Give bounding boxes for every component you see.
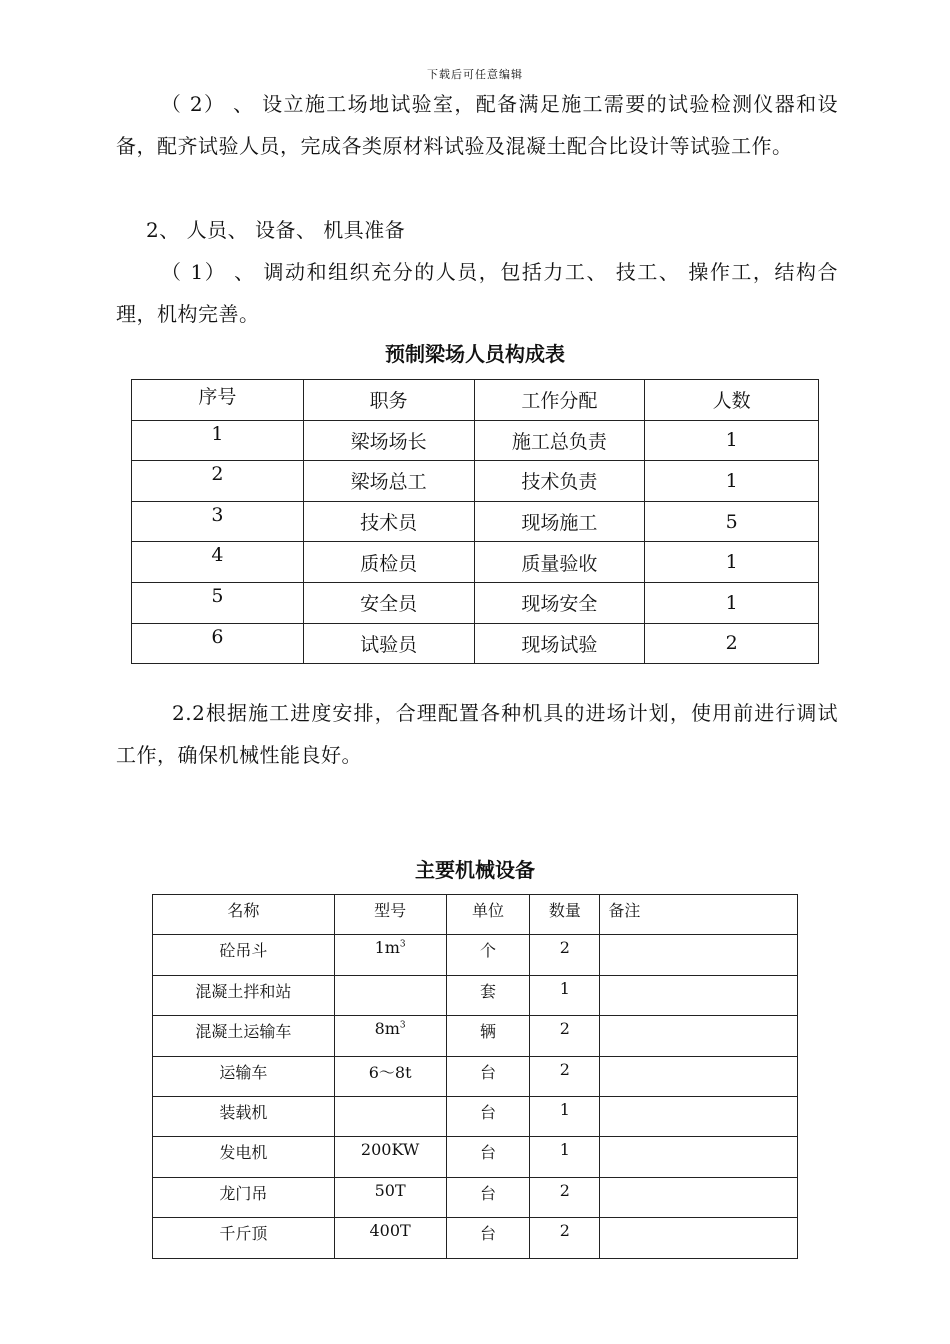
table-cell: 套 (446, 975, 530, 1015)
table-cell: 2 (530, 1016, 600, 1056)
table-row (132, 461, 819, 502)
paragraph-text: （ 2） 、 设立施工场地试验室，配备满足施工需要的试验检测仪器和设备，配齐试验人员，完成各类原材料试验及混凝土配合比设计等试验工作。 (116, 92, 838, 158)
table-cell: 5 (645, 501, 819, 542)
table-cell: 2 (530, 935, 600, 975)
table-cell: 2 (530, 1056, 600, 1096)
table-row (153, 1218, 798, 1258)
table-cell (600, 935, 798, 975)
column-header: 工作分配 (474, 380, 645, 421)
table-cell (334, 1096, 446, 1136)
table-row (153, 1056, 798, 1096)
table-cell: 梁场场长 (303, 420, 474, 461)
table-cell: 质量验收 (474, 542, 645, 583)
table-cell: 千斤顶 (153, 1218, 335, 1258)
table-cell: 2 (132, 461, 304, 502)
table-row (132, 542, 819, 583)
paragraph-equipment-plan (116, 692, 838, 776)
column-header: 人数 (645, 380, 819, 421)
table-cell: 运输车 (153, 1056, 335, 1096)
table-cell: 1 (645, 420, 819, 461)
table-cell: 1 (530, 1137, 600, 1177)
table-cell: 安全员 (303, 582, 474, 623)
table-cell: 装载机 (153, 1096, 335, 1136)
table-cell: 1 (530, 1096, 600, 1136)
table-cell: 3 (132, 501, 304, 542)
column-header: 单位 (446, 895, 530, 935)
table-cell: 5 (132, 582, 304, 623)
table-cell: 现场施工 (474, 501, 645, 542)
table-row (153, 1137, 798, 1177)
table-cell: 1 (132, 420, 304, 461)
table-cell: 梁场总工 (303, 461, 474, 502)
heading-text: 2、 人员、 设备、 机具准备 (146, 218, 406, 242)
table-cell: 台 (446, 1177, 530, 1217)
table-cell: $8m^3$ (334, 1016, 446, 1056)
table-cell: 50T (334, 1177, 446, 1217)
table-cell: 个 (446, 935, 530, 975)
table-cell: 1 (530, 975, 600, 1015)
table-row (132, 420, 819, 461)
table-cell: 质检员 (303, 542, 474, 583)
table-row (153, 1016, 798, 1056)
table-cell: 发电机 (153, 1137, 335, 1177)
section-heading-preparation (116, 209, 838, 251)
table-cell: 混凝土运输车 (153, 1016, 335, 1056)
personnel-table-title: 预制梁场人员构成表 (385, 342, 565, 366)
table-row (132, 623, 819, 664)
table-header-row (132, 380, 819, 421)
column-header: 备注 (600, 895, 798, 935)
table-cell: 4 (132, 542, 304, 583)
table-cell: 6 (132, 623, 304, 664)
paragraph-personnel (116, 251, 838, 335)
column-header: 序号 (132, 380, 304, 421)
table-cell: 试验员 (303, 623, 474, 664)
table-row (153, 1096, 798, 1136)
table-row (153, 1177, 798, 1217)
table-cell (600, 1016, 798, 1056)
table-cell (600, 1056, 798, 1096)
table-cell: 现场安全 (474, 582, 645, 623)
column-header: 型号 (334, 895, 446, 935)
table-row (132, 501, 819, 542)
table-cell (600, 1177, 798, 1217)
table-cell: 1 (645, 542, 819, 583)
table-cell: 龙门吊 (153, 1177, 335, 1217)
page-header: 下载后可任意编辑 (427, 68, 523, 81)
table-cell: 砼吊斗 (153, 935, 335, 975)
table-cell: 混凝土拌和站 (153, 975, 335, 1015)
table-cell: 现场试验 (474, 623, 645, 664)
table-cell: 辆 (446, 1016, 530, 1056)
table-cell: 6～8t (334, 1056, 446, 1096)
paragraph-lab-setup (116, 83, 838, 167)
table-cell: 台 (446, 1056, 530, 1096)
table-cell (600, 1218, 798, 1258)
table-cell: 1 (645, 582, 819, 623)
table-cell: $1m^3$ (334, 935, 446, 975)
table-row (153, 975, 798, 1015)
equipment-table-title: 主要机械设备 (415, 858, 535, 882)
equipment-table (152, 894, 798, 1259)
table-cell: 400T (334, 1218, 446, 1258)
table-cell: 台 (446, 1218, 530, 1258)
table-cell (600, 1137, 798, 1177)
table-cell (600, 975, 798, 1015)
table-cell: 技术负责 (474, 461, 645, 502)
column-header: 数量 (530, 895, 600, 935)
table-cell: 1 (645, 461, 819, 502)
table-cell: 2 (530, 1177, 600, 1217)
paragraph-text: （ 1） 、 调动和组织充分的人员，包括力工、 技工、 操作工，结构合理，机构完善。 (116, 260, 838, 326)
table-cell (600, 1096, 798, 1136)
paragraph-text: 2.2根据施工进度安排，合理配置各种机具的进场计划，使用前进行调试工作，确保机械性能良好。 (116, 701, 838, 767)
table-cell: 2 (530, 1218, 600, 1258)
table-cell: 200KW (334, 1137, 446, 1177)
table-cell: 台 (446, 1096, 530, 1136)
column-header: 职务 (303, 380, 474, 421)
table-cell (334, 975, 446, 1015)
personnel-table (131, 379, 819, 664)
table-cell: 施工总负责 (474, 420, 645, 461)
table-cell: 技术员 (303, 501, 474, 542)
table-cell: 台 (446, 1137, 530, 1177)
table-row (132, 582, 819, 623)
column-header: 名称 (153, 895, 335, 935)
table-header-row (153, 895, 798, 935)
table-cell: 2 (645, 623, 819, 664)
table-row (153, 935, 798, 975)
